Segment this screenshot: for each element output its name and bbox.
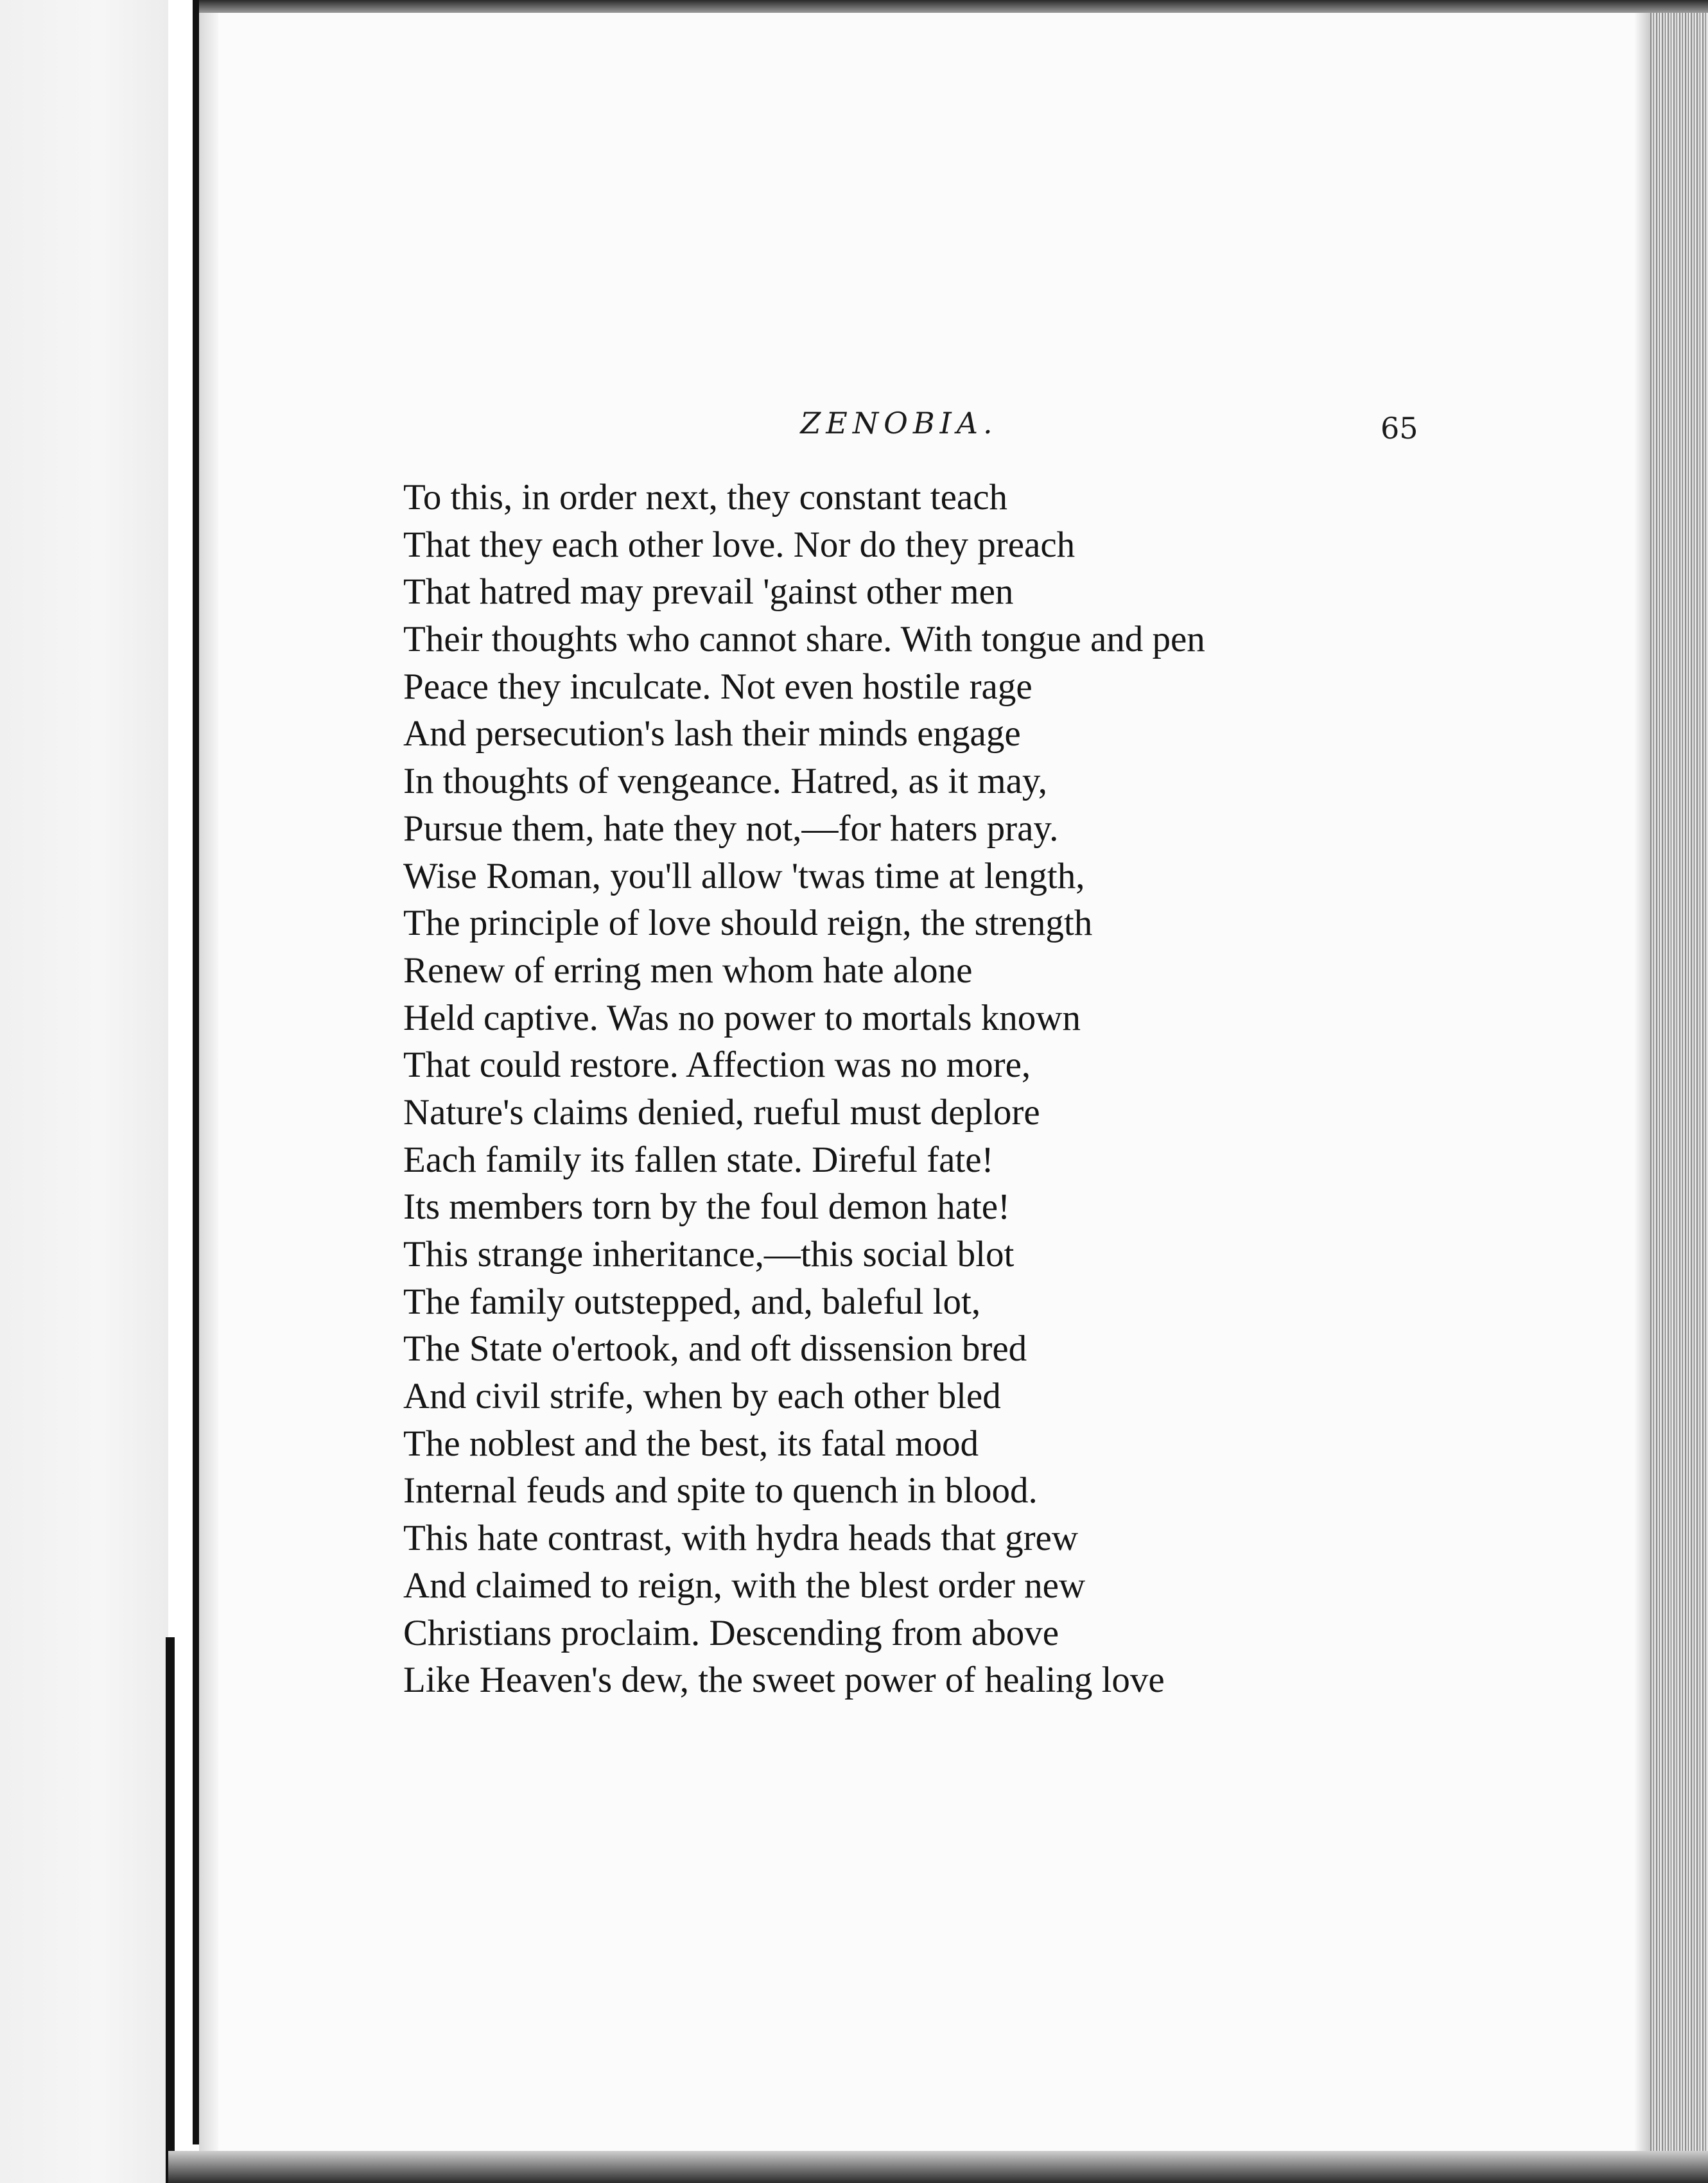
poem-line: The principle of love should reign, the strength <box>403 903 1093 944</box>
poem-line: This hate contrast, with hydra heads that grew <box>403 1518 1079 1559</box>
previous-page-edge <box>0 0 168 2183</box>
poem-line: Peace they inculcate. Not even hostile rage <box>403 666 1033 707</box>
poem-line: Wise Roman, you'll allow 'twas time at length, <box>403 855 1085 896</box>
poem-line: Internal feuds and spite to quench in blood. <box>403 1470 1038 1511</box>
page-top-edge <box>199 0 1708 13</box>
poem-text <box>403 474 1443 1704</box>
page-gutter <box>199 0 218 2183</box>
poem-line: And persecution's lash their minds engage <box>403 713 1021 754</box>
page-bottom-edge <box>168 2151 1708 2183</box>
poem-line: Pursue them, hate they not,—for haters pray. <box>403 808 1059 849</box>
poem-line: And civil strife, when by each other bled <box>403 1376 1001 1417</box>
poem-line: Like Heaven's dew, the sweet power of healing love <box>403 1660 1165 1701</box>
poem-line: That could restore. Affection was no more, <box>403 1045 1031 1086</box>
running-head: ZENOBIA. <box>800 406 998 440</box>
poem-line: Nature's claims denied, rueful must deplore <box>403 1092 1040 1133</box>
poem-line: Renew of erring men whom hate alone <box>403 950 973 991</box>
poem-line: The family outstepped, and, baleful lot, <box>403 1281 981 1322</box>
stacked-page-edges <box>1650 13 1708 2151</box>
poem-line: The State o'ertook, and oft dissension bred <box>403 1328 1027 1370</box>
poem-line: That they each other love. Nor do they preach <box>403 524 1076 565</box>
binding-shadow-lower <box>166 1637 175 2183</box>
poem-line: The noblest and the best, its fatal mood <box>403 1423 979 1464</box>
page-number: 65 <box>1381 411 1418 446</box>
binding-shadow <box>193 0 199 2144</box>
poem-line: This strange inheritance,—this social blot <box>403 1234 1015 1274</box>
poem-line: Each family its fallen state. Direful fate! <box>403 1139 994 1180</box>
poem-line: In thoughts of vengeance. Hatred, as it may, <box>403 761 1047 802</box>
page-edge-shadow <box>1634 13 1650 2151</box>
poem-line: And claimed to reign, with the blest order new <box>403 1565 1086 1606</box>
poem-line: Their thoughts who cannot share. With tongue and pen <box>403 619 1205 660</box>
poem-line: To this, in order next, they constant teach <box>403 477 1008 517</box>
poem-line: That hatred may prevail 'gainst other men <box>403 571 1014 613</box>
poem-line: Christians proclaim. Descending from above <box>403 1612 1059 1653</box>
poem-line: Its members torn by the foul demon hate! <box>403 1187 1011 1228</box>
poem-line: Held captive. Was no power to mortals known <box>403 997 1081 1038</box>
